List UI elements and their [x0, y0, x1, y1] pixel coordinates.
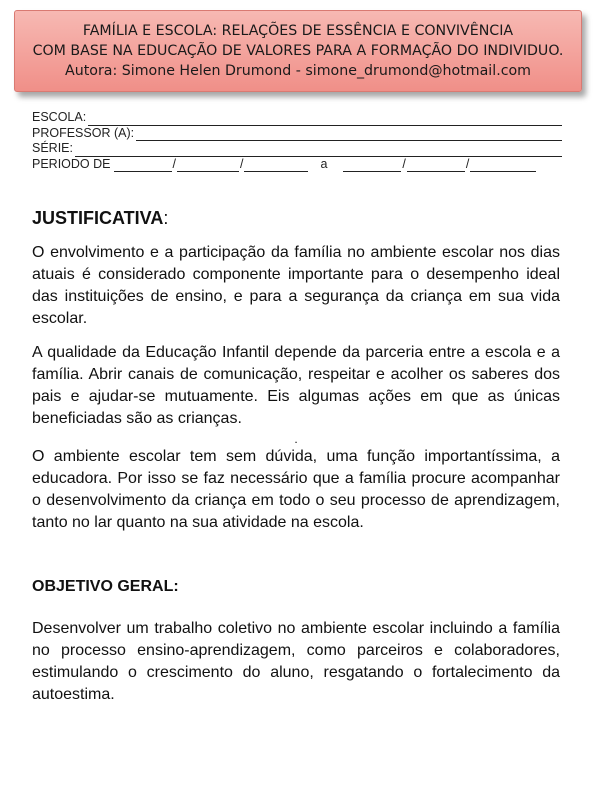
date-separator: / — [465, 156, 470, 171]
school-blank-line[interactable] — [88, 114, 562, 126]
justification-paragraph-1: O envolvimento e a participação da família no ambiente escolar nos dias atuais é considerado componente importante para o desempenho ideal das instituições de ensino, e para a segurança da criança em sua vida escolar. — [32, 244, 560, 327]
period-start-month-blank[interactable] — [177, 160, 239, 172]
title-banner — [14, 10, 582, 92]
date-separator: / — [402, 156, 406, 171]
form-fields — [32, 110, 562, 172]
period-to-label: a — [320, 156, 328, 171]
period-end-day-blank[interactable] — [343, 160, 401, 172]
document-body — [32, 206, 560, 706]
period-start-day-blank[interactable] — [114, 160, 172, 172]
period-end-month-blank[interactable] — [407, 160, 465, 172]
teacher-field-row — [32, 126, 562, 142]
objective-paragraph: Desenvolver um trabalho coletivo no ambiente escolar incluindo a família no processo ensino-aprendizagem, como parceiros e colaboradores, estimulando o crescimento do aluno, resgatando o fortalecimento da autoestima. — [32, 620, 560, 703]
teacher-blank-line[interactable] — [136, 129, 562, 141]
date-separator: / — [239, 156, 244, 171]
banner-author-line: Autora: Simone Helen Drumond - simone_drumond@hotmail.com — [65, 63, 531, 79]
period-field-row — [32, 157, 562, 173]
justification-paragraph-3: O ambiente escolar tem sem dúvida, uma função importantíssima, a educadora. Por isso se faz necessário que a família procure acompanhar o desenvolvimento da criança em todo o seu processo de aprendizagem, tanto no lar quanto na sua atividade na escola. — [32, 448, 560, 531]
school-label: ESCOLA: — [32, 110, 87, 124]
justification-title-colon: : — [163, 208, 169, 228]
period-start-year-blank[interactable] — [244, 160, 308, 172]
justification-title: JUSTIFICATIVA — [32, 208, 164, 228]
banner-title-line-2: COM BASE NA EDUCAÇÃO DE VALORES PARA A FORMAÇÃO DO INDIVIDUO. — [32, 43, 564, 59]
date-separator: / — [172, 156, 176, 171]
teacher-label: PROFESSOR (A): — [32, 125, 135, 140]
objective-heading: OBJETIVO GERAL: — [32, 578, 179, 595]
banner-title-line-1: FAMÍLIA E ESCOLA: RELAÇÕES DE ESSÊNCIA E CONVIVÊNCIA — [82, 23, 514, 39]
period-label: PERIODO DE — [32, 156, 111, 171]
grade-blank-line[interactable] — [75, 145, 562, 157]
justification-paragraph-2: A qualidade da Educação Infantil depende da parceria entre a escola e a família. Abrir canais de comunicação, respeitar e acolher os saberes dos pais e ajudar-se mutuamente. Eis algumas ações em que as únicas beneficiadas são as crianças. — [32, 344, 560, 427]
school-field-row — [32, 110, 562, 126]
grade-label: SÉRIE: — [32, 141, 73, 155]
grade-field-row — [32, 141, 562, 157]
separator-dot: . — [294, 432, 298, 446]
period-end-year-blank[interactable] — [470, 160, 536, 172]
justification-heading — [32, 206, 560, 230]
